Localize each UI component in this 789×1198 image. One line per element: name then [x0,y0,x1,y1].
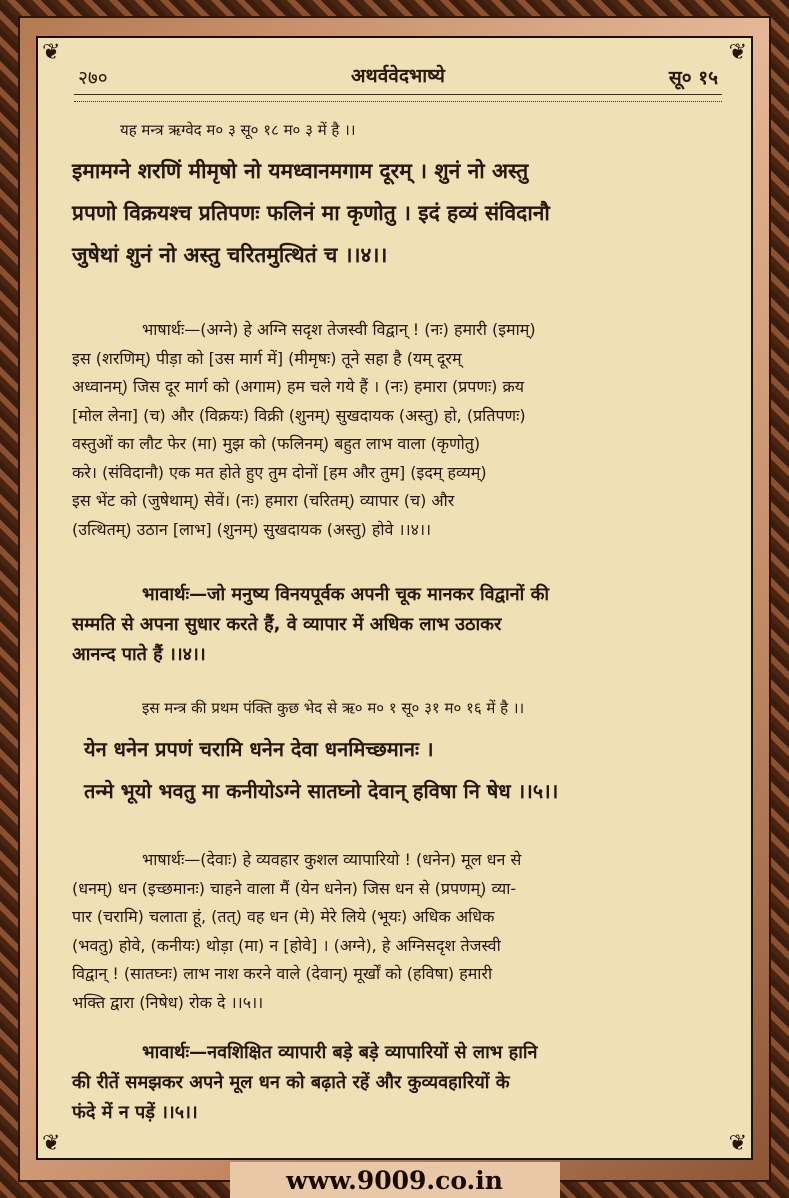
summary-line: की रीतें समझकर अपने मूल धन को बढ़ाते रहें और कुव्यवहारियों के [72,1072,510,1093]
mantra-line: इमामग्ने शरणिं मीमृषो नो यमध्वानमगाम दूरम् । शुनं नो अस्तु [72,159,529,183]
section-number: सू० १५ [668,67,718,89]
summary-line: भावार्थः—नवशिक्षित व्यापारी बड़े बड़े व्यापारियों से लाभ हानि [142,1042,538,1063]
header-divider [74,94,722,102]
reference-note: यह मन्त्र ऋग्वेद म० ३ सू० १८ म० ३ में है ।। [120,121,356,139]
mantra-line: तन्मे भूयो भवतु मा कनीयोऽग्ने सातघ्नो देवान् हविषा नि षेध ।।५।। [84,779,559,803]
mantra-block [84,728,744,812]
translation-line: (भवतु) होवे, (कनीयः) थोड़ा (मा) न [होवे] । (अग्ने), हे अग्निसदृश तेजस्वी [72,935,501,955]
summary-block [72,1038,724,1128]
mantra-line: येन धनेन प्रपणं चरामि धनेन देवा धनमिच्छमानः । [84,737,434,761]
mantra-line: जुषेथां शुनं नो अस्तु चरितमुत्थितं च ।।४।। [72,243,388,267]
corner-ornament-icon: ❦ [42,1131,61,1156]
corner-ornament-icon: ❦ [728,40,747,65]
summary-line: सम्मति से अपना सुधार करते हैं, वे व्यापार में अधिक लाभ उठाकर [72,614,502,635]
mantra-line: प्रपणो विक्रयश्च प्रतिपणः फलिनं मा कृणोतु । इदं हव्यं संविदानौ [72,201,550,225]
summary-line: भावार्थः—जो मनुष्य विनयपूर्वक अपनी चूक मानकर विद्वानों की [142,584,550,605]
translation-block [72,316,724,544]
website-watermark: www.9009.co.in [286,1166,503,1195]
summary-line: फंदे में न पड़ें ।।५।। [72,1102,198,1123]
translation-line: वस्तुओं का लौट फेर (मा) मुझ को (फलिनम्) बहुत लाभ वाला (कृणोतु) [72,434,481,453]
translation-line: इस भेंट को (जुषेथाम्) सेवें। (नः) हमारा (चरितम्) व्यापार (च) और [72,491,455,510]
translation-line: (धनम्) धन (इच्छमानः) चाहने वाला मैं (येन धनेन) जिस धन से (प्रपणम्) व्या- [72,878,517,898]
translation-line: [मोल लेना] (च) और (विक्रयः) विक्री (शुनम्) सुखदायक (अस्तु) हो, (प्रतिपणः) [72,405,526,425]
translation-line: अध्वानम्) जिस दूर मार्ग को (अगाम) हम चले गये हैं । (नः) हमारा (प्रपणः) क्रय [72,377,525,396]
translation-line: भक्ति द्वारा (निषेध) रोक दे ।।५।। [72,992,264,1012]
mantra-block [72,150,732,276]
translation-line: करे। (संविदानौ) एक मत होते हुए तुम दोनों [हम और तुम] (इदम् हव्यम्) [72,462,487,482]
translation-line: पार (चरामि) चलाता हूं, (तत्) वह धन (मे) मेरे लिये (भूयः) अधिक अधिक [72,907,495,926]
translation-line: (उत्थितम्) उठान [लाभ] (शुनम्) सुखदायक (अस्तु) होवे ।।४।। [72,519,432,539]
reference-note: इस मन्त्र की प्रथम पंक्ति कुछ भेद से ऋ० म० १ सू० ३१ म० १६ में है ।। [142,699,525,717]
page-title: अथर्ववेदभाष्ये [351,65,445,87]
translation-line: इस (शरणिम्) पीड़ा को [उस मार्ग में] (मीमृषः) तूने सहा है (यम् दूरम् [72,348,462,368]
translation-line: भाषार्थः—(अग्ने) हे अग्नि सदृश तेजस्वी विद्वान् ! (नः) हमारी (इमाम्) [142,320,536,339]
translation-line: विद्वान् ! (सातघ्नः) लाभ नाश करने वाले (देवान्) मूर्खों को (हविषा) हमारी [72,964,493,983]
book-page [36,36,753,1160]
corner-ornament-icon: ❦ [728,1131,747,1156]
translation-block [72,846,724,1017]
summary-block [72,580,724,670]
summary-line: आनन्द पाते हैं ।।४।। [72,644,206,665]
page-number: २७० [78,67,108,89]
corner-ornament-icon: ❦ [42,40,61,65]
translation-line: भाषार्थः—(देवाः) हे व्यवहार कुशल व्यापारियो ! (धनेन) मूल धन से [142,850,522,869]
